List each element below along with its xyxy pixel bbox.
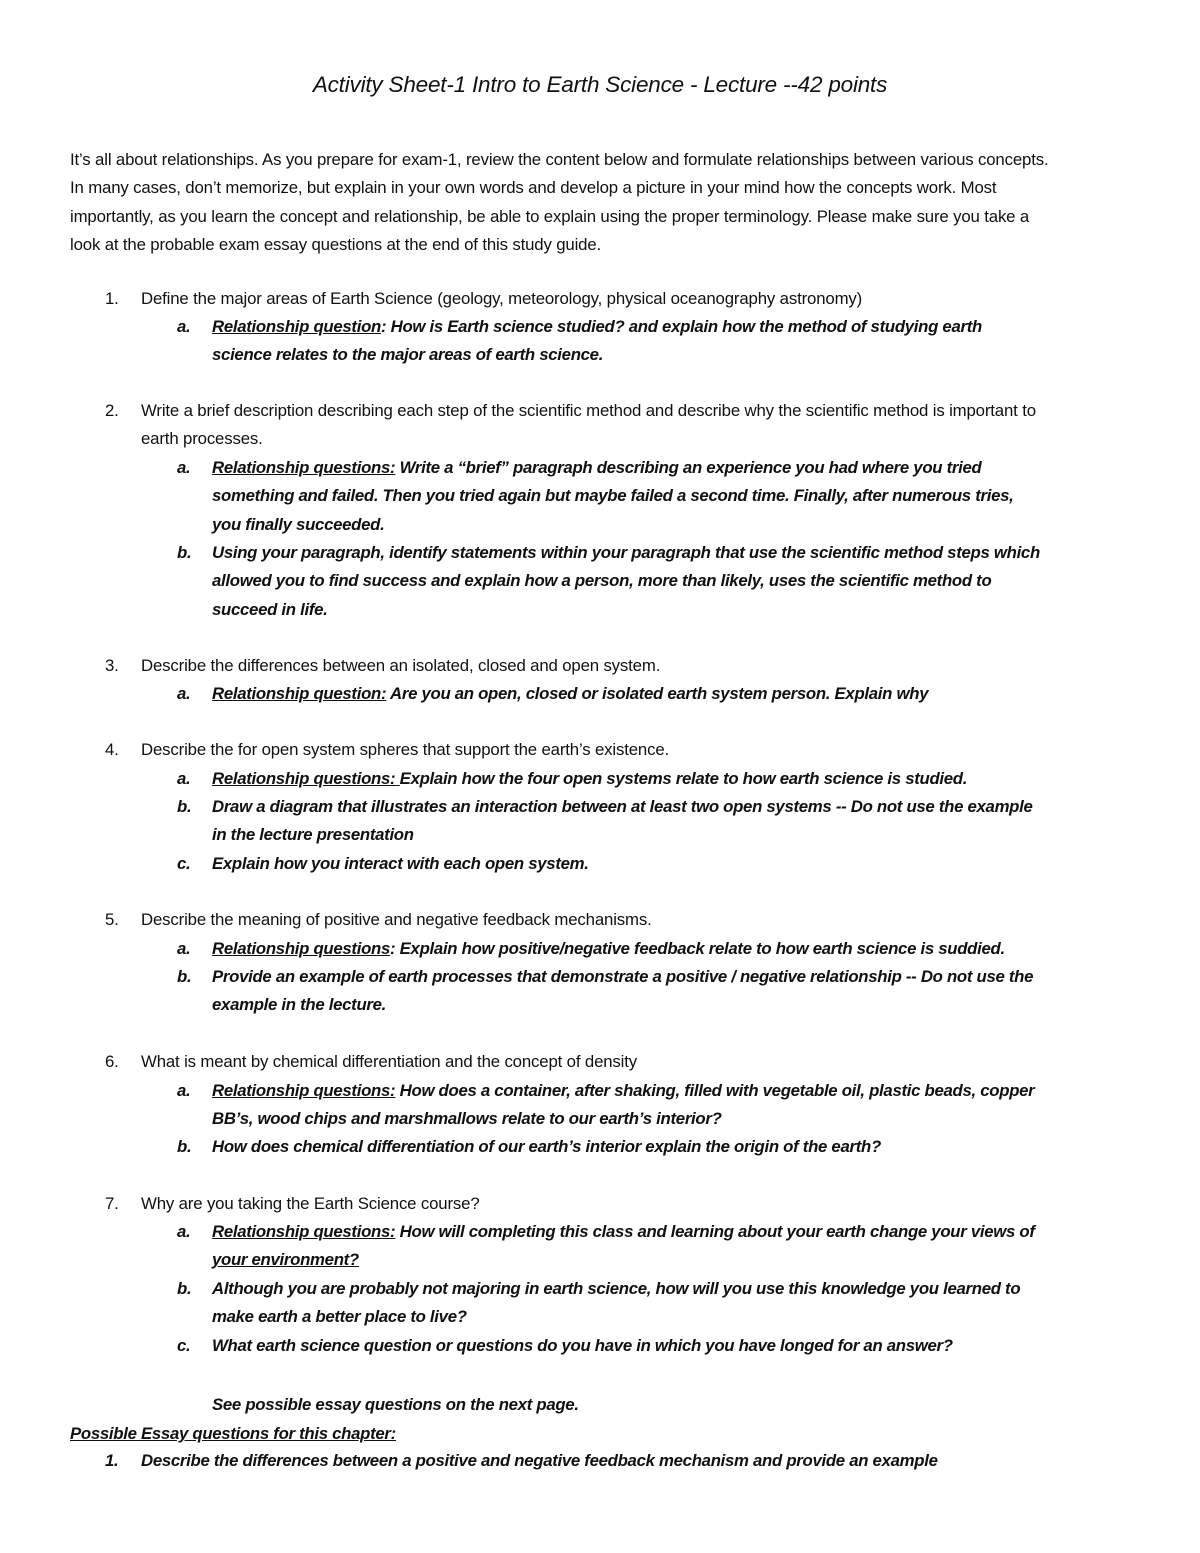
sub-text: Write a “brief” paragraph describing an experience you had where you tried <box>395 458 982 477</box>
essay-heading: Possible Essay questions for this chapter: <box>70 1424 396 1443</box>
sub-text: in the lecture presentation <box>212 825 414 845</box>
question-text: Define the major areas of Earth Science (geology, meteorology, physical oceanography astronomy) <box>141 289 863 308</box>
relationship-label: Relationship questions: <box>212 458 396 477</box>
sub-text: science relates to the major areas of earth science. <box>212 345 604 365</box>
sub-letter: b. <box>177 797 192 816</box>
sub-letter: a. <box>177 939 191 958</box>
question-text: Why are you taking the Earth Science course? <box>141 1194 480 1213</box>
sub-text: What earth science question or questions do you have in which you have longed for an answer? <box>212 1336 953 1355</box>
question-text: Describe the differences between an isolated, closed and open system. <box>141 656 661 675</box>
sub-letter: c. <box>177 1336 191 1355</box>
relationship-label: Relationship questions: <box>212 769 400 788</box>
sub-letter: a. <box>177 458 191 477</box>
question-number: 1. <box>105 289 119 308</box>
sub-letter: b. <box>177 1137 192 1156</box>
essay-text: Describe the differences between a positive and negative feedback mechanism and provide an example <box>141 1451 938 1470</box>
question-number: 6. <box>105 1052 119 1071</box>
sub-text: Explain how you interact with each open system. <box>212 854 589 873</box>
intro-line: In many cases, don’t memorize, but explain in your own words and develop a picture in your mind how the concepts work. Most <box>70 178 997 198</box>
question-text: earth processes. <box>141 429 263 449</box>
sub-text: allowed you to find success and explain how a person, more than likely, uses the scientific method to <box>212 571 992 591</box>
intro-line: importantly, as you learn the concept and relationship, be able to explain using the proper terminology. Please make sure you take a <box>70 206 1030 226</box>
sub-text: Explain how the four open systems relate to how earth science is studied. <box>399 769 968 788</box>
relationship-label: Relationship question <box>212 317 381 336</box>
relationship-label: Relationship question: <box>212 684 387 703</box>
sub-letter: a. <box>177 684 191 703</box>
sub-text: succeed in life. <box>212 599 328 619</box>
sub-letter: b. <box>177 543 192 562</box>
question-number: 5. <box>105 910 119 929</box>
relationship-label: Relationship questions: <box>212 1081 396 1100</box>
sub-letter: a. <box>177 769 191 788</box>
question-text: Write a brief description describing each step of the scientific method and describe why the scientific method is important to <box>141 401 1036 420</box>
sub-letter: a. <box>177 317 191 336</box>
sub-text: : Explain how positive/negative feedback relate to how earth science is suddied. <box>390 939 1005 958</box>
sub-letter: b. <box>177 1279 192 1298</box>
question-number: 2. <box>105 401 119 420</box>
sub-text: example in the lecture. <box>212 995 387 1015</box>
page-title: Activity Sheet-1 Intro to Earth Science - Lecture --42 points <box>312 72 888 97</box>
relationship-label: Relationship questions: <box>212 1222 396 1241</box>
question-text: What is meant by chemical differentiation and the concept of density <box>141 1052 638 1071</box>
sub-text: BB’s, wood chips and marshmallows relate to our earth’s interior? <box>212 1109 722 1129</box>
question-text: Describe the meaning of positive and negative feedback mechanisms. <box>141 910 652 929</box>
sub-text: your environment? <box>212 1250 359 1270</box>
sub-text: Provide an example of earth processes that demonstrate a positive / negative relationship -- Do not use the <box>212 967 1034 986</box>
sub-text: : How is Earth science studied? and explain how the method of studying earth <box>380 317 982 336</box>
question-number: 3. <box>105 656 119 675</box>
sub-letter: c. <box>177 854 191 873</box>
question-number: 4. <box>105 740 119 759</box>
essay-number: 1. <box>105 1451 119 1470</box>
sub-letter: a. <box>177 1081 191 1100</box>
sub-letter: b. <box>177 967 192 986</box>
sub-text: Although you are probably not majoring in earth science, how will you use this knowledge you learned to <box>212 1279 1021 1298</box>
intro-line: It’s all about relationships. As you prepare for exam-1, review the content below and formulate relationships between various concepts. <box>70 150 1049 169</box>
sub-text: How does a container, after shaking, filled with vegetable oil, plastic beads, copper <box>395 1081 1035 1100</box>
sub-letter: a. <box>177 1222 191 1241</box>
sub-text: Are you an open, closed or isolated earth system person. Explain why <box>386 684 929 703</box>
sub-text: make earth a better place to live? <box>212 1307 467 1327</box>
next-page-note: See possible essay questions on the next page. <box>212 1395 579 1414</box>
sub-text: something and failed. Then you tried again but maybe failed a second time. Finally, after numerous tries, <box>212 486 1014 506</box>
sub-text: How will completing this class and learning about your earth change your views of <box>395 1222 1035 1241</box>
question-number: 7. <box>105 1194 119 1213</box>
intro-paragraph <box>70 146 1150 260</box>
intro-line: look at the probable exam essay questions at the end of this study guide. <box>70 235 602 255</box>
relationship-label: Relationship questions <box>212 939 391 958</box>
sub-text: How does chemical differentiation of our earth’s interior explain the origin of the earth? <box>212 1137 881 1156</box>
sub-text: Using your paragraph, identify statements within your paragraph that use the scientific method steps which <box>212 543 1040 562</box>
question-text: Describe the for open system spheres that support the earth’s existence. <box>141 740 670 759</box>
sub-text: you finally succeeded. <box>212 514 385 534</box>
sub-text: Draw a diagram that illustrates an interaction between at least two open systems -- Do not use the example <box>212 797 1033 816</box>
